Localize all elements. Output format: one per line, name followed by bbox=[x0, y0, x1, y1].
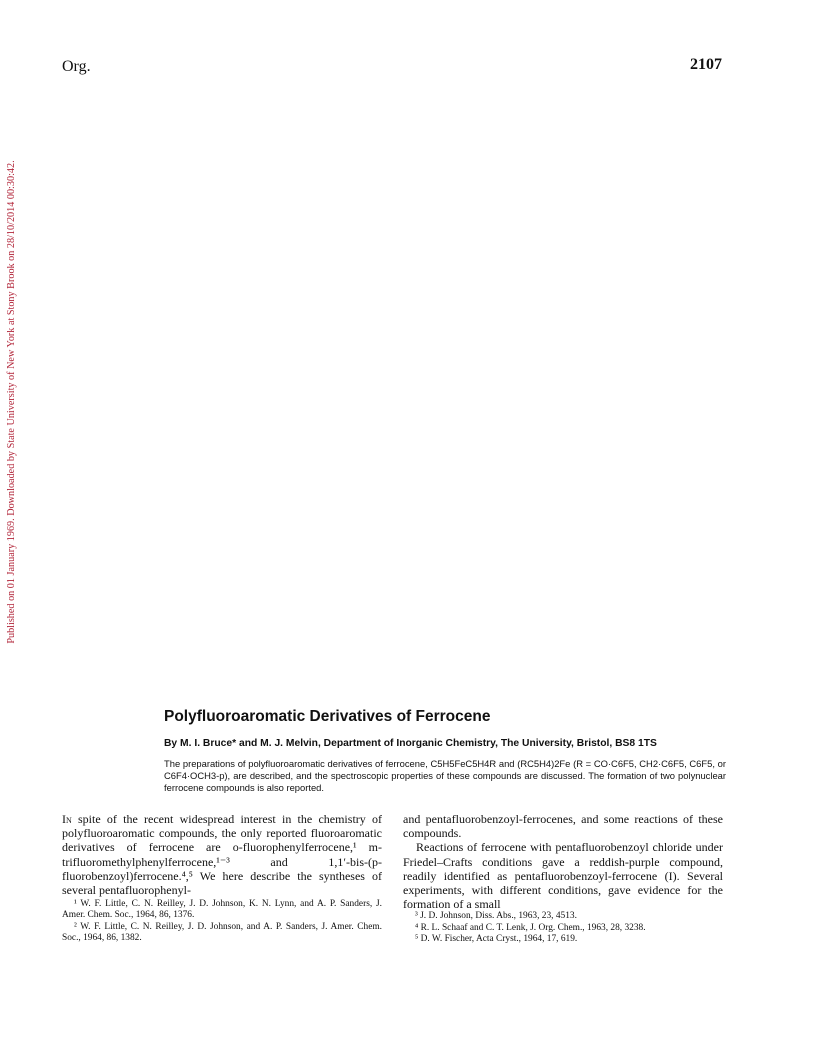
footnote-4: ⁴ R. L. Schaaf and C. T. Lenk, J. Org. Chem., 1963, 28, 3238. bbox=[415, 922, 646, 933]
page-number: 2107 bbox=[690, 56, 722, 73]
abstract: The preparations of polyfluoroaromatic derivatives of ferrocene, C5H5FeC5H4R and (RC5H4)2Fe (R = CO·C6F5, CH2·C6F5, C6F5, or C6F4·OCH3-p), are described, and the spectroscopic properties of these compounds are discussed. The formation of two polynuclear ferrocene compounds is also reported. bbox=[164, 758, 726, 793]
byline bbox=[164, 738, 657, 749]
paragraph-continued: and pentafluorobenzoyl-ferrocenes, and some reactions of these compounds. bbox=[403, 812, 723, 841]
right-column bbox=[403, 812, 723, 945]
affiliation: Department of Inorganic Chemistry, The University, Bristol, BS8 1TS bbox=[320, 738, 657, 749]
byline-conjunction: and bbox=[236, 738, 261, 749]
author-1: M. I. Bruce bbox=[180, 738, 233, 749]
footnote-2: ² W. F. Little, C. N. Reilley, J. D. Johnson, and A. P. Sanders, J. Amer. Chem. Soc., 1964, 86, 1382. bbox=[62, 921, 382, 943]
corresponding-author-mark: * bbox=[232, 738, 237, 749]
paragraph-reactions: Reactions of ferrocene with pentafluorobenzoyl chloride under Friedel–Crafts conditions gave a reddish-purple compound, readily identified as pentafluorobenzoyl-ferrocene (I). Several experiments, with different conditions, gave evidence for the formation of a small bbox=[403, 840, 723, 912]
left-column bbox=[62, 812, 382, 944]
author-2: M. J. Melvin, bbox=[260, 738, 321, 749]
download-watermark: Published on 01 January 1969. Downloaded by State University of New York at Stony Brook on 28/10/2014 00:30:42. bbox=[6, 160, 17, 644]
footnote-3: ³ J. D. Johnson, Diss. Abs., 1963, 23, 4513. bbox=[415, 911, 577, 922]
article-title: Polyfluoroaromatic Derivatives of Ferrocene bbox=[164, 708, 491, 725]
byline-prefix: By bbox=[164, 738, 181, 749]
lead-word: In bbox=[62, 812, 72, 826]
intro-paragraph bbox=[62, 812, 382, 897]
footnote-1: ¹ W. F. Little, C. N. Reilley, J. D. Johnson, K. N. Lynn, and A. P. Sanders, J. Amer. Chem. Soc., 1964, 86, 1376. bbox=[62, 899, 382, 921]
running-head: Org. bbox=[62, 58, 91, 75]
intro-text: spite of the recent widespread interest in the chemistry of polyfluoroaromatic compounds, the only reported fluoroaromatic derivatives of ferrocene are o-fluorophenylferrocene,¹ m-trifluoromethylphenylferrocene,¹⁻³ and 1,1′-bis-(p-fluorobenzoyl)ferrocene.⁴,⁵ We here describe the syntheses of several pentafluorophenyl- bbox=[62, 812, 382, 898]
footnote-5: ⁵ D. W. Fischer, Acta Cryst., 1964, 17, 619. bbox=[415, 933, 578, 944]
